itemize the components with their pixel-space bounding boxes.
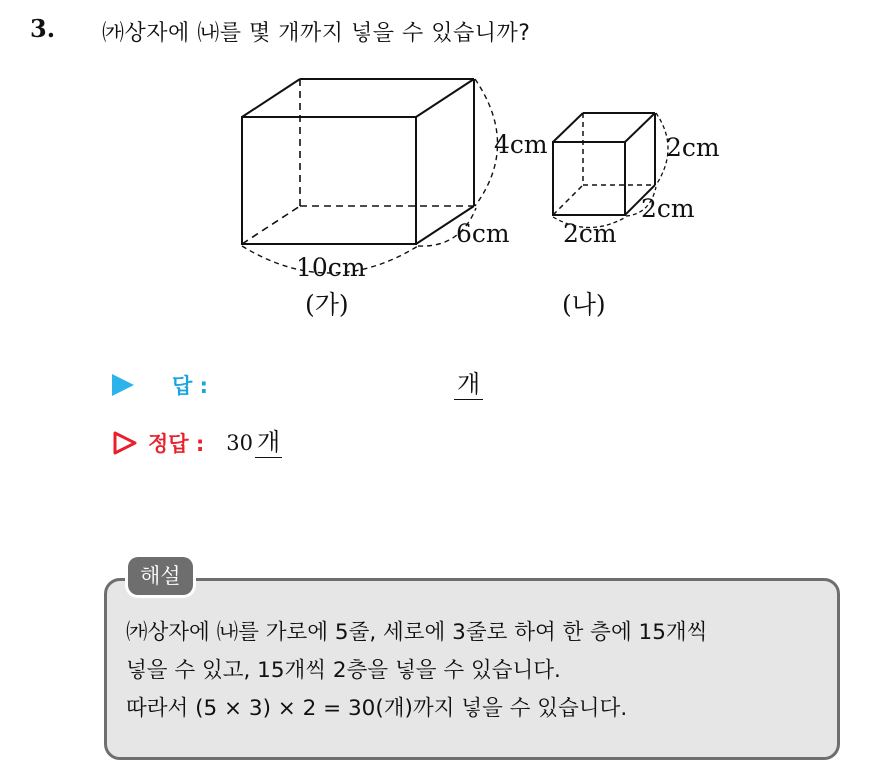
question-number: 3. xyxy=(30,14,56,43)
box-a-width-label: 10cm xyxy=(296,253,366,282)
explanation-line: 따라서 (5 × 3) × 2 = 30(개)까지 넣을 수 있습니다. xyxy=(126,696,628,721)
explanation-line: 넣을 수 있고, 15개씩 2층을 넣을 수 있습니다. xyxy=(126,658,561,683)
box-b-width-label: 2cm xyxy=(563,219,617,248)
box-a-depth-label: 6cm xyxy=(456,219,510,248)
answer-blank-unit[interactable]: 개 xyxy=(454,370,483,400)
explanation-tag: 해설 xyxy=(128,557,193,595)
outline-triangle-icon xyxy=(112,430,138,456)
question-text: ㈎상자에 ㈏를 몇 개까지 넣을 수 있습니까? xyxy=(102,21,531,46)
box-a-label: (가) xyxy=(305,290,349,319)
correct-answer-unit: 개 xyxy=(257,428,281,456)
correct-answer-value: 30 xyxy=(226,431,254,455)
correct-answer-label: 정답 : xyxy=(148,432,205,456)
box-a-height-label: 4cm xyxy=(494,130,548,159)
box-b-depth-label: 2cm xyxy=(641,194,695,223)
box-b-label: (나) xyxy=(562,290,606,319)
correct-answer-row xyxy=(112,428,282,458)
play-triangle-icon xyxy=(112,374,134,396)
answer-label: 답 : xyxy=(172,374,208,398)
explanation-text xyxy=(126,614,826,728)
box-b-height-label: 2cm xyxy=(666,133,720,162)
explanation-line: ㈎상자에 ㈏를 가로에 5줄, 세로에 3줄로 하여 한 층에 15개씩 xyxy=(126,620,708,645)
box-figure xyxy=(0,0,884,340)
answer-row xyxy=(112,370,208,400)
